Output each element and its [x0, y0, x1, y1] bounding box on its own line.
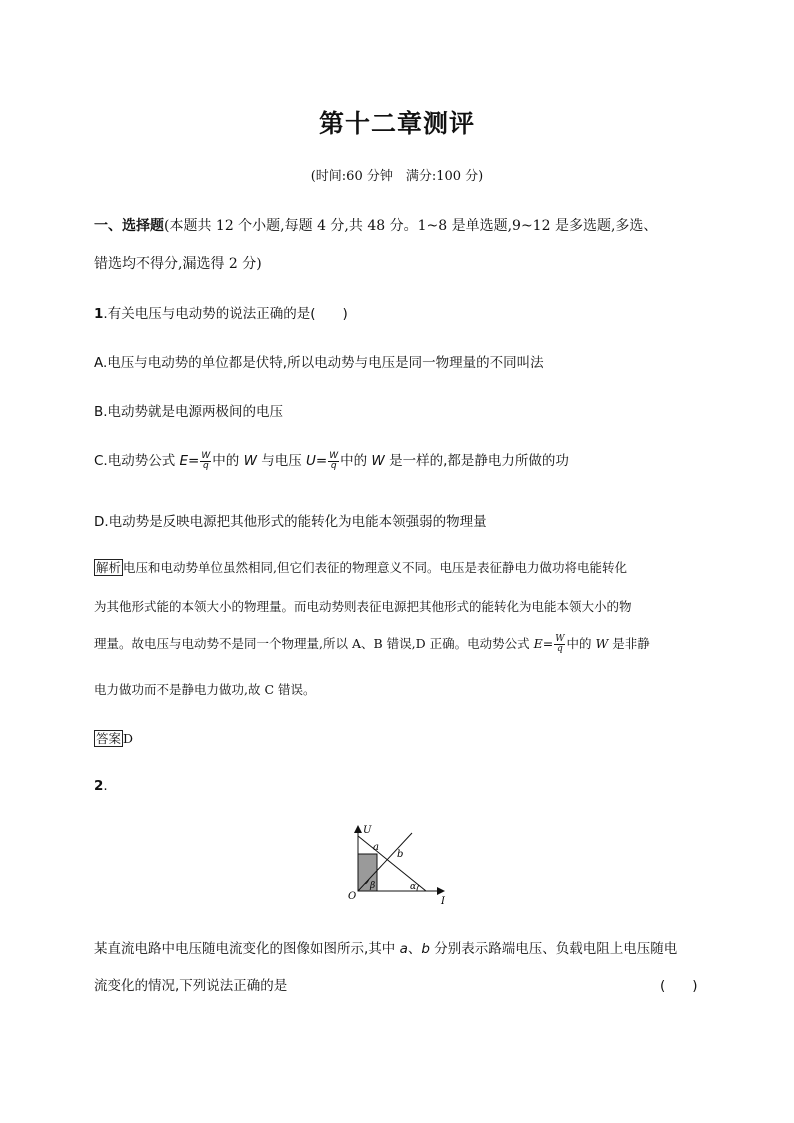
analysis-label: 解析	[96, 560, 122, 575]
answer-label: 答案	[96, 731, 122, 746]
analysis-line1: 解析 电压和电动势单位虽然相同,但它们表征的物理意义不同。电压是表征静电力做功将电能转化	[96, 560, 627, 575]
analysis-line3: 理量。故电压与电动势不是同一个物理量,所以 A、B 错误,D 正确。电动势公式 E= $\frac{W}{q}$ 中的 W 是非静	[94, 634, 650, 654]
answer-parentheses: ( )	[660, 978, 698, 994]
question-1-stem: 1.有关电压与电动势的说法正确的是( )	[94, 306, 348, 322]
label-u: U	[363, 825, 372, 836]
analysis-line4: 电力做功而不是静电力做功,故 C 错误。	[94, 682, 316, 697]
option-b: B.电动势就是电源两极间的电压	[94, 404, 284, 420]
ui-graph-figure	[340, 818, 455, 908]
fraction-w-over-q: $\frac{W}{q}$	[555, 634, 565, 654]
fraction-w-over-q: $\frac{W}{q}$	[201, 450, 211, 471]
page-title: 第十二章测评	[318, 109, 475, 138]
option-a: A.电压与电动势的单位都是伏特,所以电动势与电压是同一物理量的不同叫法	[94, 355, 544, 371]
section-instructions-line1: 一、选择题(本题共 12 个小题,每题 4 分,共 48 分。1~8 是单选题,9~12 是多选题,多选、	[94, 218, 658, 234]
question-2-number: 2.	[94, 778, 108, 794]
exam-info: (时间:60 分钟 满分:100 分)	[310, 169, 484, 184]
alpha-arc	[417, 885, 419, 891]
label-o: O	[348, 891, 357, 902]
answer-value: D	[123, 731, 134, 746]
label-i: I	[441, 896, 445, 907]
answer-line	[94, 729, 133, 747]
label-b: b	[397, 849, 404, 860]
analysis-line2: 为其他形式能的本领大小的物理量。而电动势则表征电源把其他形式的能转化为电能本领大小的物	[94, 599, 632, 614]
question-number: 1	[94, 306, 104, 322]
label-alpha: α	[410, 882, 417, 892]
section-instructions-line2: 错选均不得分,漏选得 2 分)	[94, 256, 262, 272]
label-beta: β	[370, 881, 376, 891]
label-a: a	[373, 842, 379, 853]
option-d: D.电动势是反映电源把其他形式的能转化为电能本领强弱的物理量	[94, 514, 487, 530]
option-c: C.电动势公式 E= $\frac{W}{q}$ 中的 W 与电压 U= $\frac{W}{q}$ 中的 W 是一样的,都是静电力所做的功	[94, 450, 569, 471]
question-2-text-line1: 某直流电路中电压随电流变化的图像如图所示,其中 a、b 分别表示路端电压、负载电阻上电压随电	[94, 941, 678, 957]
fraction-w-over-q: $\frac{W}{q}$	[329, 450, 339, 471]
question-2-text-line2: 流变化的情况,下列说法正确的是	[94, 978, 288, 994]
section-heading: 一、选择题	[94, 218, 164, 234]
